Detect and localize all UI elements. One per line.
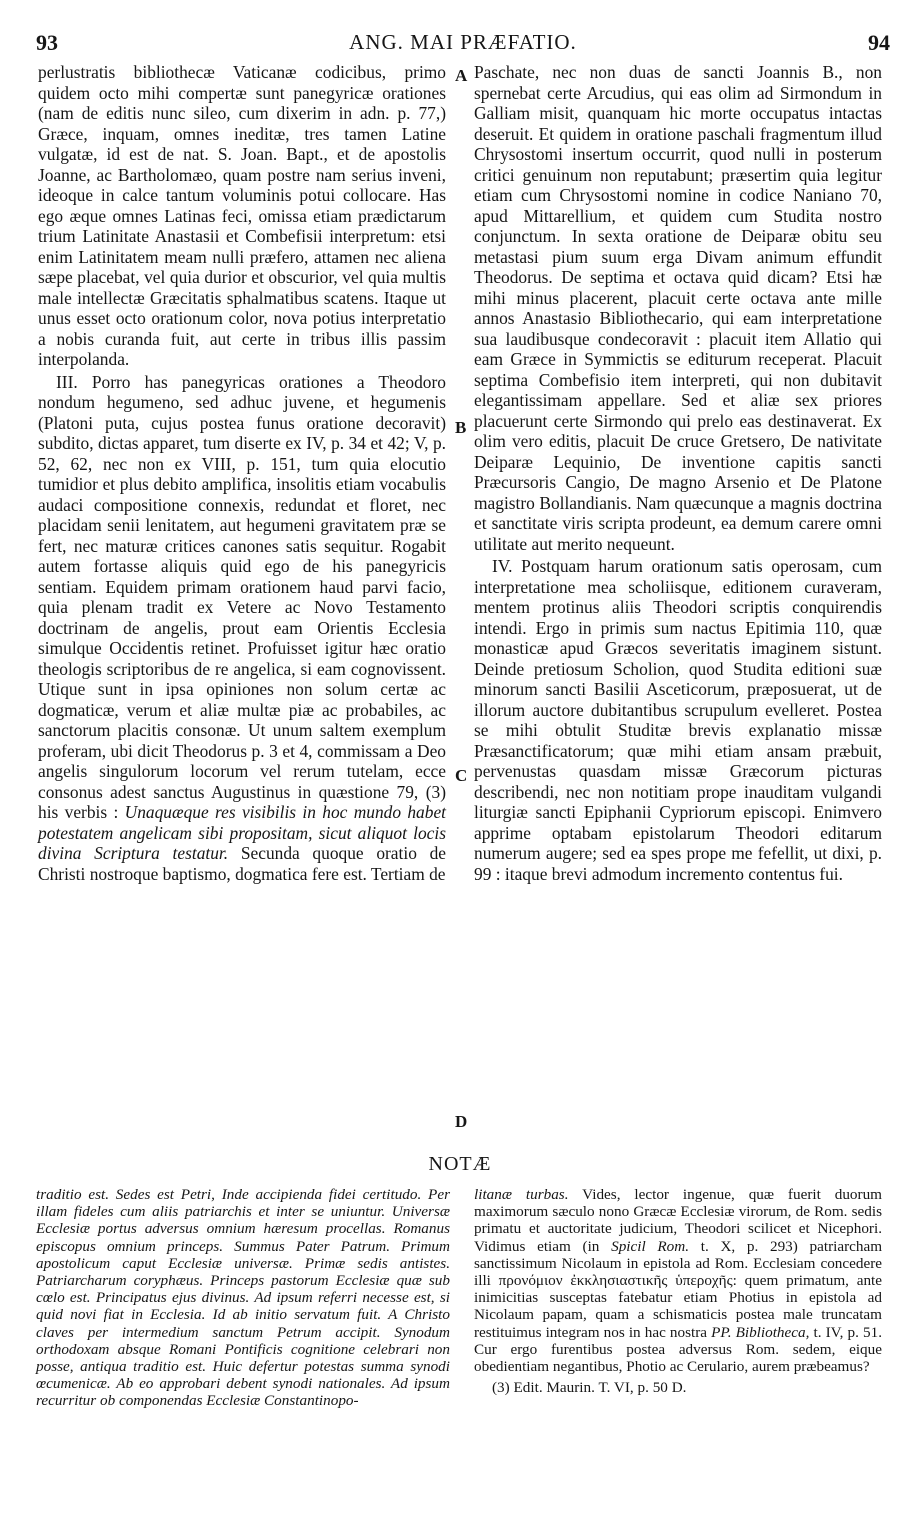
notes-right-column [474,1186,882,1396]
notes-citation-bibliotheca: PP. Bibliotheca, [711,1323,810,1341]
notes-italic-lead: litanæ turbas. [474,1186,569,1203]
paragraph-continued-right: Paschate, nec non duas de sancti Joannis B., non spernebat certe Arcudius, qui eas olim ad Sirmondum in Galliam misit, quanquam hic morte occupatus intactas deseruit. Et quidem in oratione paschali fragmentum illud Chrysostomi insertum occurrit, quod nulli in posterum critici genuinum non reputabunt; præsertim quia legitur etiam cum Chrysostomi nomine in codice Naniano 70, apud Mittarellium, et quidem cum Studita nostro conjunctum. In sexta oratione de Deiparæ obitu seu metastasi pium suum erga Divam animum effundit Theodorus. De septima et octava quid dicam? Etsi hæ mihi minus placerent, placuit certe octava ante mille annos Anastasio Bibliothecario, qui eam interpretatione sua laudibusque condecoravit : placuit item Allatio qui eam Græce in Symmictis se editurum receperat. Placuit septima Combefisio item interpreti, qui non dubitavit elegantissimam appellare. Sed et aliæ sex priores placuerunt certe Sirmondo qui prelo eas destinaverat. Ex olim vero editis, placuit De cruce Gretsero, De nativitate Deiparæ Lequinio, De inventione capitis sancti Præcursoris Cangio, De magno Arsenio et De Platone magistro Bollandianis. Nam quæcunque a magnis doctrina et sanctitate viris scripta prodeunt, ea demum carere omni utilitate aut merito nequeunt. [474,62,882,554]
page-number-right: 94 [868,30,890,55]
notes-citation-spicil: Spicil Rom. [611,1237,690,1255]
right-text-column [474,62,882,884]
notes-text-2: t. X, p. 293) patriarcham sanctissimum Nicolaum in epistola ad Rom. Ecclesiam concedere illi προνόμιον ἐκκλησιαστικῆς ὑπεροχῆς: quem primatum, ante inimicitias susceptas fatebatur etiam Photius in epistola ad Nicolaum papam, quam a schismaticis postea male truncatam restituimus integram nos in hac nostra [474,1237,883,1341]
augustine-quote: Unaquæque res visibilis in hoc mundo habet potestatem angelicam sibi propositam, sicut aliquot locis divina Scriptura testatur. [38,802,447,863]
margin-letter-c: C [455,766,468,785]
notes-text-1: Vides, lector ingenue, quæ fuerit duorum maximorum sæculo nono Græcæ Ecclesiæ virorum, de Rom. sedis primatu et auctoritate judicium, Theodori scilicet et Nicephori. Vidimus etiam (in [474,1186,882,1255]
footnote-3: (3) Edit. Maurin. T. VI, p. 50 D. [492,1379,687,1397]
running-title: ANG. MAI PRÆFATIO. [349,30,577,54]
left-text-column [38,62,446,884]
page-number-left: 93 [36,30,58,55]
paragraph-section-iv: IV. Postquam harum orationum satis operosam, cum interpretatione mea scholiisque, editionem curaveram, mentem protinus aliis Theodori scriptis conquirendis intendi. Ergo in primis sum nactus Epitimia 110, quæ monasticæ apud Græcos severitatis imaginem sistunt. Deinde pretiosum Scholion, quod Studita editioni suæ minorum sancti Basilii Asceticorum, præposuerat, ut de illorum auctore dubitantibus scrupulum evelleret. Postea se mihi obtulit Studitæ brevis explanatio missæ Præsanctificatorum; quæ mihi etiam ansam præbuit, pervenustas quasdam missæ Græcorum picturas describendi, nec non notitiam prope inauditam vulgandi liturgiæ sancti Epiphanii Cypriorum episcopi. Enimvero apprime optabam epistolarum Theodori editarum numerum augere; sed ea spes prope me fefellit, ut dixi, p. 99 : itaque brevi admodum incremento contentus fui. [474,556,882,884]
paragraph-text-end: Secunda quoque oratio de Christi nostroque baptismo, dogmatica fere est. Tertiam de [38,843,446,884]
notes-text-3: t. IV, p. 51. Cur ergo furentibus postea adversus Rom. sedem, eique obedientiam negantibus, Photio ac Cerulario, aurem præbeamus? [474,1323,883,1376]
margin-letter-a: A [455,66,468,85]
notes-left-column: traditio est. Sedes est Petri, Inde accipienda fidei certitudo. Per illam fideles cum aliis patriarchis et inter se uniuntur. Universæ Ecclesiæ portus adversus omnium hæresum procellas. Romanus episcopus omnium princeps. Summus Pater Patrum. Primum apostolicum caput Ecclesiæ universæ. Primæ sedis antistes. Patriarcharum coryphæus. Princeps pastorum Ecclesiæ quæ sub cœlo est. Principatus ejus divinus. Ad ipsum referri necesse est, si quid novi fiat in Ecclesia. Id ab initio servatum fuit. A Christo claves per intermedium sanctum Petrum accipit. Synodum orthodoxam absque Romani Pontificis cognitione celebrari non posse, antiqua traditio est. Huic defertur potestas summa synodi œcumenicæ. Ab eo approbari debent synodi nationales. Ad ipsum recurritur ob componendas Ecclesiæ Constantinopo- [36,1186,450,1410]
paragraph-text: III. Porro has panegyricas orationes a Theodoro nondum hegumeno, sed adhuc juvene, et hegumenis (Platoni puta, cujus postea funus oratione decoravit) subdito, dictas apparet, tum diserte ex IV, p. 34 et 42; V, p. 52, 62, nec non ex VIII, p. 151, tum quia elocutio tumidior et plus debito amplifica, insolitis etiam vocabulis audaci compositione connexis, redundat et floret, nec placidam senii lenitatem, aut hegumeni gravitatem præ se fert, nec maturæ critices canones satis sequitur. Rogabit autem fortasse aliquis quid ego de his panegyricis sentiam. Equidem primam orationem haud parvi facio, quia plenam tradit ex Vetere ac Novo Testamento doctrinam de angelis, prout eam Orientis Ecclesia simulque Occidentis retinet. Profuisset igitur hæc oratio theologis scriptoribus de re angelica, si eam cognovissent. Utique sunt in ipsa opiniones non solum certæ ac dogmaticæ, verum et aliæ multæ piæ ac probabiles, ac sanctorum placitis consonæ. Ut unum saltem exemplum proferam, ubi dicit Theodorus p. 3 et 4, commissam a Deo angelis singulorum locorum vel rerum tutelam, ecce consonus adest sanctus Augustinus in quæstione 79, (3) his verbis : [38,371,446,822]
paragraph-section-iii [38,372,446,885]
page-header [36,30,890,60]
notes-right-text [474,1186,882,1375]
paragraph-continued: perlustratis bibliothecæ Vaticanæ codicibus, primo quidem octo mihi compertæ sunt panegyricæ orationes (nam de editis nunc sileo, cum dixerim in adn. p. 77,) Græce, inquam, omnes ineditæ, tres tamen Latine vulgatæ, id est de nat. S. Joan. Bapt., et de apostolis Joanne, ac Bartholomæo, quam postre nam serius inveni, ideoque in calce tantum voluminis potui collocare. Has ego æque omnes Latinas feci, omissa etiam prædictarum trium Latinitate Anastasii et Combefisii interpretum: etsi enim Latinitatem meam nulli præfero, attamen nec aliena sæpe placebat, vel quia durior et obscurior, vel quia multis male intellectæ Græcitatis sphalmatibus scatens. Itaque ut unus esset octo orationum color, nova potius interpretatio a nobis curanda fuit, aut certe in tribus illis passim interpolanda. [38,62,446,369]
notes-heading: NOTÆ [428,1153,492,1175]
margin-letter-d: D [455,1112,468,1131]
margin-letter-b: B [455,418,467,437]
